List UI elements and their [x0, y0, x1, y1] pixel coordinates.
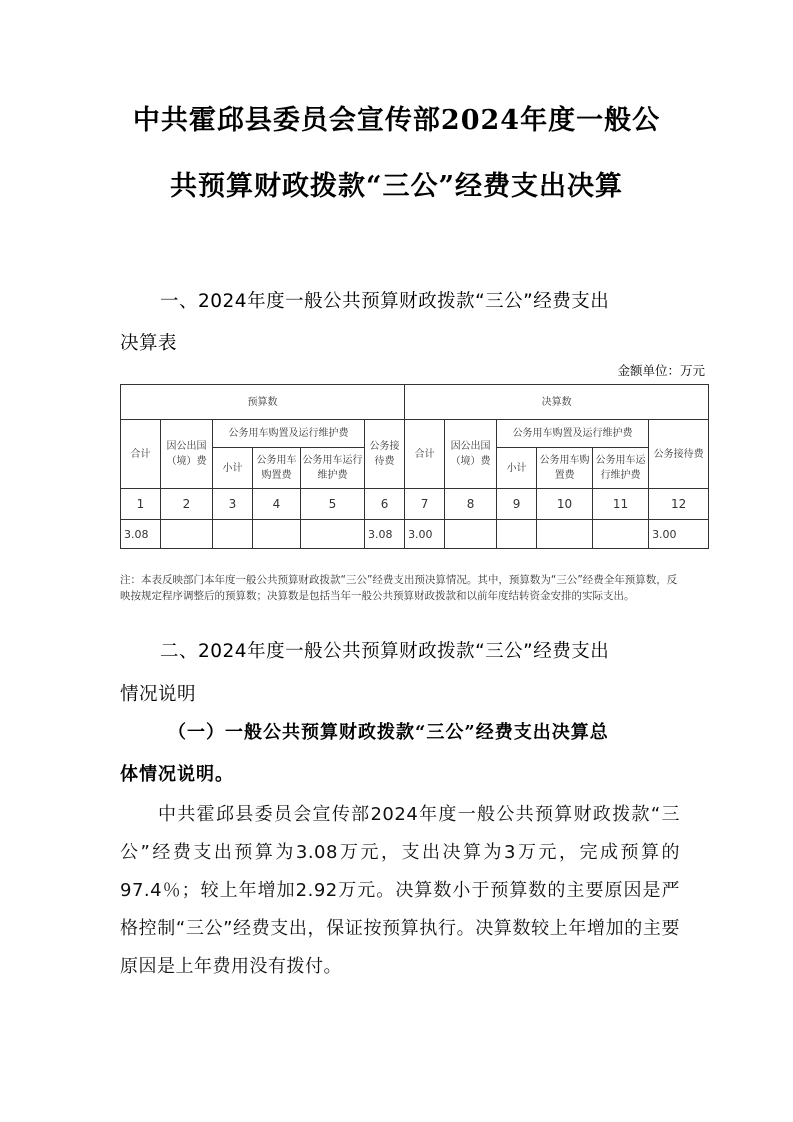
value-cell [593, 520, 649, 549]
column-number: 11 [593, 489, 649, 520]
value-cell [497, 520, 537, 549]
value-cell: 3.00 [649, 520, 709, 549]
document-title-line1: 中共霍邱县委员会宣传部2024年度一般公 [132, 105, 661, 136]
final-reception-header: 公务接待费 [649, 420, 709, 489]
subsection1-heading-line2: 体情况说明。 [120, 764, 234, 785]
section1-heading-line1: 一、2024年度一般公共预算财政拨款“三公”经费支出 [160, 291, 610, 312]
column-number: 7 [405, 489, 445, 520]
column-number: 2 [161, 489, 213, 520]
value-cell: 3.08 [365, 520, 405, 549]
column-number: 10 [537, 489, 593, 520]
value-cell [537, 520, 593, 549]
section2-heading-line2: 情况说明 [120, 684, 197, 705]
section2-heading-line1: 二、2024年度一般公共预算财政拨款“三公”经费支出 [160, 641, 610, 662]
column-number: 8 [445, 489, 497, 520]
subsection1-heading-line1: （一）一般公共预算财政拨款“三公”经费支出决算总 [168, 722, 609, 743]
column-number: 12 [649, 489, 709, 520]
budget-header: 预算数 [121, 385, 405, 420]
budget-vehicle-purchase-header: 公务用车购置费 [253, 448, 301, 489]
column-number: 6 [365, 489, 405, 520]
column-number: 3 [213, 489, 253, 520]
value-cell [301, 520, 365, 549]
budget-vehicle-header: 公务用车购置及运行维护费 [213, 420, 365, 448]
budget-reception-header: 公务接待费 [365, 420, 405, 489]
final-header: 决算数 [405, 385, 709, 420]
final-vehicle-header: 公务用车购置及运行维护费 [497, 420, 649, 448]
column-number: 5 [301, 489, 365, 520]
column-number: 1 [121, 489, 161, 520]
document-title-line2: 共预算财政拨款“三公”经费支出决算 [169, 171, 624, 202]
final-vehicle-operation-header: 公务用车运行维护费 [593, 448, 649, 489]
value-cell: 3.08 [121, 520, 161, 549]
budget-vehicle-operation-header: 公务用车运行维护费 [301, 448, 365, 489]
column-number: 4 [253, 489, 301, 520]
three-public-expenses-table [120, 384, 709, 549]
budget-total-header: 合计 [121, 420, 161, 489]
final-abroad-header: 因公出国（境）费 [445, 420, 497, 489]
amount-unit-label: 金额单位：万元 [617, 363, 705, 378]
value-cell [253, 520, 301, 549]
value-cell [445, 520, 497, 549]
budget-subtotal-header: 小计 [213, 448, 253, 489]
final-subtotal-header: 小计 [497, 448, 537, 489]
value-cell [213, 520, 253, 549]
explanation-paragraph: 中共霍邱县委员会宣传部2024年度一般公共预算财政拨款“三公”经费支出预算为3.08万元，支出决算为3万元，完成预算的97.4％；较上年增加2.92万元。决算数小于预算数的主要原因是严格控制“三公”经费支出，保证按预算执行。决算数较上年增加的主要原因是上年费用没有拨付。 [120, 804, 680, 977]
section1-heading-line2: 决算表 [120, 333, 178, 354]
budget-abroad-header: 因公出国（境）费 [161, 420, 213, 489]
column-number: 9 [497, 489, 537, 520]
final-vehicle-purchase-header: 公务用车购置费 [537, 448, 593, 489]
value-cell [161, 520, 213, 549]
final-total-header: 合计 [405, 420, 445, 489]
table-note: 注：本表反映部门本年度一般公共预算财政拨款“三公”经费支出预决算情况。其中，预算数为“三公”经费全年预算数，反映按规定程序调整后的预算数；决算数是包括当年一般公共预算财政拨款和以前年度结转资金安排的实际支出。 [120, 574, 678, 602]
value-cell: 3.00 [405, 520, 445, 549]
